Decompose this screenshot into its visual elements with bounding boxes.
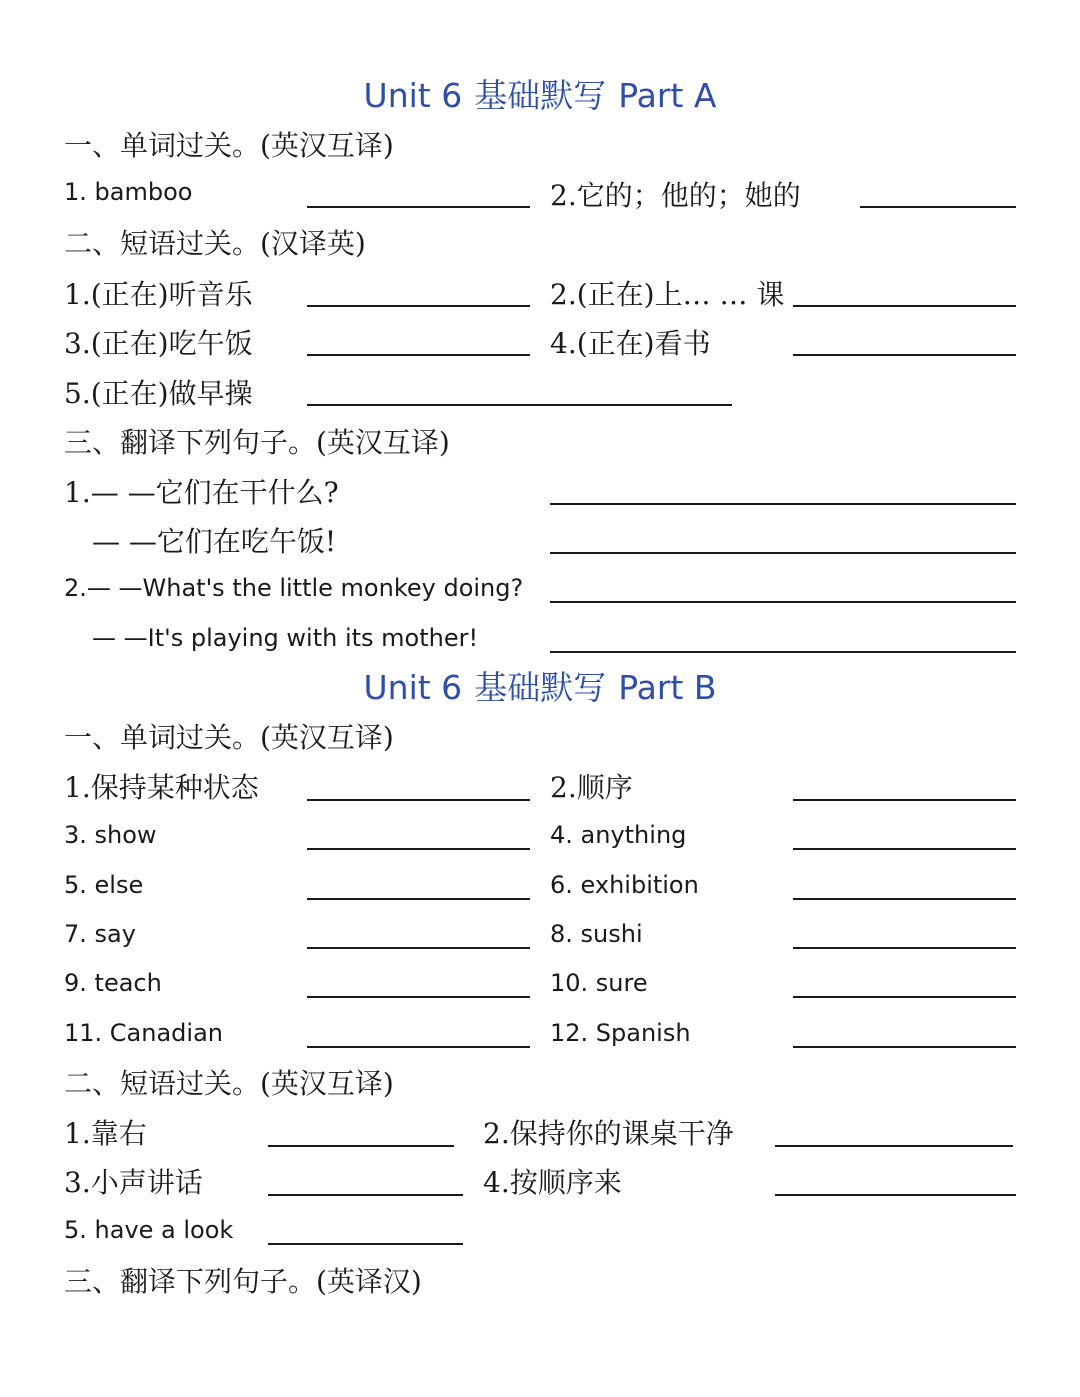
part-b-word-8: 8. sushi	[550, 920, 643, 948]
part-a-word-2: 2.它的；他的；她的	[550, 179, 801, 212]
answer-line[interactable]	[775, 1194, 1016, 1196]
answer-line[interactable]	[775, 1145, 1013, 1147]
part-a-sentence-2b: — —It's playing with its mother!	[92, 624, 479, 652]
part-b-title-unit: Unit 6	[363, 668, 463, 707]
part-a-sentence-1b: — —它们在吃午饭!	[92, 525, 337, 558]
part-b-sec1-heading: 一、单词过关。(英汉互译)	[64, 721, 394, 754]
part-b-word-1: 1.保持某种状态	[64, 771, 259, 804]
part-b-title-cn: 基础默写	[474, 668, 607, 707]
answer-line[interactable]	[550, 601, 1016, 603]
part-a-sentence-2a: 2.— —What's the little monkey doing?	[64, 574, 524, 602]
part-a-title-unit: Unit 6	[363, 76, 463, 115]
part-b-word-2: 2.顺序	[550, 771, 633, 804]
part-a-sec2-heading: 二、短语过关。(汉译英)	[64, 227, 366, 260]
answer-line[interactable]	[550, 552, 1016, 554]
answer-line[interactable]	[550, 503, 1016, 505]
part-b-sec2-heading: 二、短语过关。(英汉互译)	[64, 1067, 394, 1100]
part-b-phrase-2: 2.保持你的课桌干净	[483, 1117, 734, 1150]
part-b-phrase-5: 5. have a look	[64, 1216, 234, 1244]
part-b-word-3: 3. show	[64, 821, 157, 849]
answer-line[interactable]	[793, 898, 1016, 900]
part-b-word-5: 5. else	[64, 871, 144, 899]
part-a-sentence-1a: 1.— —它们在干什么?	[64, 476, 339, 509]
answer-line[interactable]	[793, 947, 1016, 949]
answer-line[interactable]	[307, 404, 732, 406]
part-a-title-part: Part A	[618, 76, 717, 115]
answer-line[interactable]	[307, 898, 530, 900]
part-a-word-1: 1. bamboo	[64, 178, 193, 206]
answer-line[interactable]	[268, 1145, 454, 1147]
answer-line[interactable]	[550, 651, 1016, 653]
part-a-phrase-2: 2.(正在)上… … 课	[550, 278, 785, 311]
part-a-phrase-5: 5.(正在)做早操	[64, 377, 253, 410]
answer-line[interactable]	[793, 848, 1016, 850]
answer-line[interactable]	[793, 799, 1016, 801]
answer-line[interactable]	[307, 305, 530, 307]
part-a-phrase-3: 3.(正在)吃午饭	[64, 327, 253, 360]
part-b-phrase-3: 3.小声讲话	[64, 1166, 203, 1199]
part-b-word-7: 7. say	[64, 920, 136, 948]
answer-line[interactable]	[307, 947, 530, 949]
part-a-phrase-4: 4.(正在)看书	[550, 327, 711, 360]
answer-line[interactable]	[268, 1194, 463, 1196]
part-b-word-12: 12. Spanish	[550, 1019, 691, 1047]
answer-line[interactable]	[793, 1046, 1016, 1048]
answer-line[interactable]	[793, 305, 1016, 307]
part-b-word-10: 10. sure	[550, 969, 648, 997]
part-a-sec1-heading: 一、单词过关。(英汉互译)	[64, 129, 394, 162]
answer-line[interactable]	[860, 206, 1016, 208]
part-a-title	[0, 70, 1080, 117]
answer-line[interactable]	[793, 996, 1016, 998]
part-b-word-11: 11. Canadian	[64, 1019, 223, 1047]
part-b-word-9: 9. teach	[64, 969, 162, 997]
answer-line[interactable]	[307, 799, 530, 801]
part-b-sec3-heading: 三、翻译下列句子。(英译汉)	[64, 1265, 422, 1298]
part-a-phrase-1: 1.(正在)听音乐	[64, 278, 253, 311]
part-b-phrase-4: 4.按顺序来	[483, 1166, 622, 1199]
answer-line[interactable]	[268, 1243, 463, 1245]
part-b-title	[0, 662, 1080, 709]
answer-line[interactable]	[307, 1046, 530, 1048]
answer-line[interactable]	[307, 848, 530, 850]
part-a-title-cn: 基础默写	[474, 76, 607, 115]
part-b-title-part: Part B	[618, 668, 717, 707]
part-b-word-6: 6. exhibition	[550, 871, 699, 899]
answer-line[interactable]	[307, 996, 530, 998]
part-b-phrase-1: 1.靠右	[64, 1117, 147, 1150]
answer-line[interactable]	[793, 354, 1016, 356]
answer-line[interactable]	[307, 206, 530, 208]
answer-line[interactable]	[307, 354, 530, 356]
part-b-word-4: 4. anything	[550, 821, 687, 849]
part-a-sec3-heading: 三、翻译下列句子。(英汉互译)	[64, 426, 450, 459]
